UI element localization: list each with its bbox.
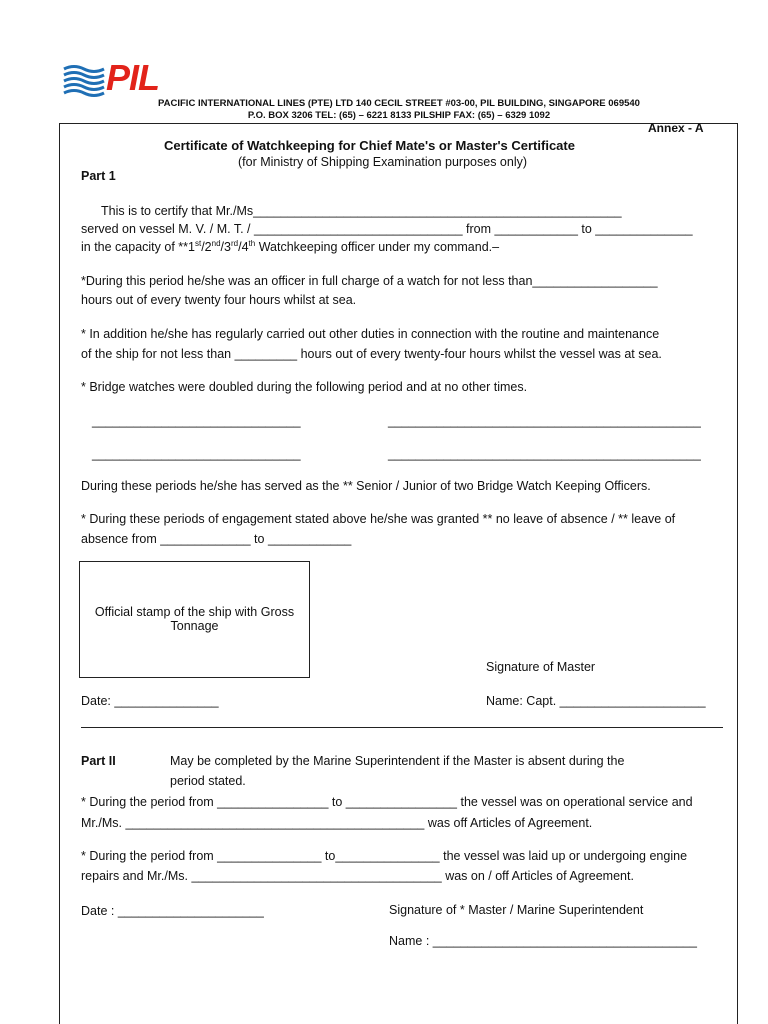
- leave-line1: * During these periods of engagement stated above he/she was granted ** no leave of absence / ** leave of: [81, 512, 676, 526]
- part2-date: Date : _____________________: [81, 904, 264, 918]
- other-duties-line2: of the ship for not less than _________ hours out of every twenty-four hours whilst the vessel was at sea.: [81, 347, 662, 361]
- bridge-period-blank-1a: ______________________________: [92, 414, 301, 428]
- bridge-period-blank-2b: _____________________________________________: [388, 447, 701, 461]
- certify-line: This is to certify that Mr./Ms_____________________________________________________: [101, 204, 622, 218]
- bridge-period-blank-2a: ______________________________: [92, 447, 301, 461]
- certificate-subtitle: (for Ministry of Shipping Examination purposes only): [238, 155, 528, 169]
- senior-junior-text: During these periods he/she has served as the ** Senior / Junior of two Bridge Watch Keeping Officers.: [81, 479, 651, 493]
- wave-icon: [62, 64, 106, 98]
- operational-line1: * During the period from ________________ to ________________ the vessel was on operational service and: [81, 795, 693, 809]
- part2-heading: Part II: [81, 754, 116, 768]
- annex-label: Annex - A: [648, 121, 704, 135]
- signature-master-label: Signature of Master: [486, 660, 596, 674]
- ship-stamp-box: [79, 561, 310, 678]
- watch-charge-line2: hours out of every twenty four hours whilst at sea.: [81, 293, 357, 307]
- company-address: PACIFIC INTERNATIONAL LINES (PTE) LTD 140 CECIL STREET #03-00, PIL BUILDING, SINGAPORE 069540: [158, 98, 640, 109]
- captain-name: Name: Capt. _____________________: [486, 694, 706, 708]
- part1-date: Date: _______________: [81, 694, 219, 708]
- bridge-watches-text: * Bridge watches were doubled during the following period and at no other times.: [81, 380, 528, 394]
- leave-line2: absence from _____________ to ____________: [81, 532, 352, 546]
- section-divider: [81, 727, 723, 728]
- certificate-title: Certificate of Watchkeeping for Chief Mate's or Master's Certificate: [164, 138, 575, 153]
- operational-line2: Mr./Ms. ___________________________________________ was off Articles of Agreement.: [81, 816, 593, 830]
- laid-up-line1: * During the period from _______________ to_______________ the vessel was laid up or undergoing engine: [81, 849, 688, 863]
- laid-up-line2: repairs and Mr./Ms. ____________________________________ was on / off Articles of Agreement.: [81, 869, 634, 883]
- company-logo: [62, 57, 174, 98]
- company-contact: P.O. BOX 3206 TEL: (65) – 6221 8133 PILSHIP FAX: (65) – 6329 1092: [247, 110, 551, 121]
- capacity-line: in the capacity of **1st/2nd/3rd/4th Watchkeeping officer under my command.–: [81, 238, 500, 254]
- other-duties-line1: * In addition he/she has regularly carried out other duties in connection with the routine and maintenance: [81, 327, 660, 341]
- part2-name: Name : ______________________________________: [389, 934, 697, 948]
- part1-heading: Part 1: [81, 169, 116, 183]
- bridge-period-blank-1b: _____________________________________________: [388, 414, 701, 428]
- watch-charge-line1: *During this period he/she was an officer in full charge of a watch for not less than__________________: [81, 274, 658, 288]
- logo-text: PIL: [106, 57, 160, 98]
- superintendent-signature-label: Signature of * Master / Marine Superintendent: [389, 903, 644, 917]
- part2-intro-line1: May be completed by the Marine Superintendent if the Master is absent during the: [170, 754, 625, 768]
- ship-stamp-text: Official stamp of the ship with Gross Tonnage: [94, 605, 295, 633]
- vessel-line: served on vessel M. V. / M. T. / ______________________________ from ____________ to ______________: [81, 222, 693, 236]
- part2-intro-line2: period stated.: [170, 774, 246, 788]
